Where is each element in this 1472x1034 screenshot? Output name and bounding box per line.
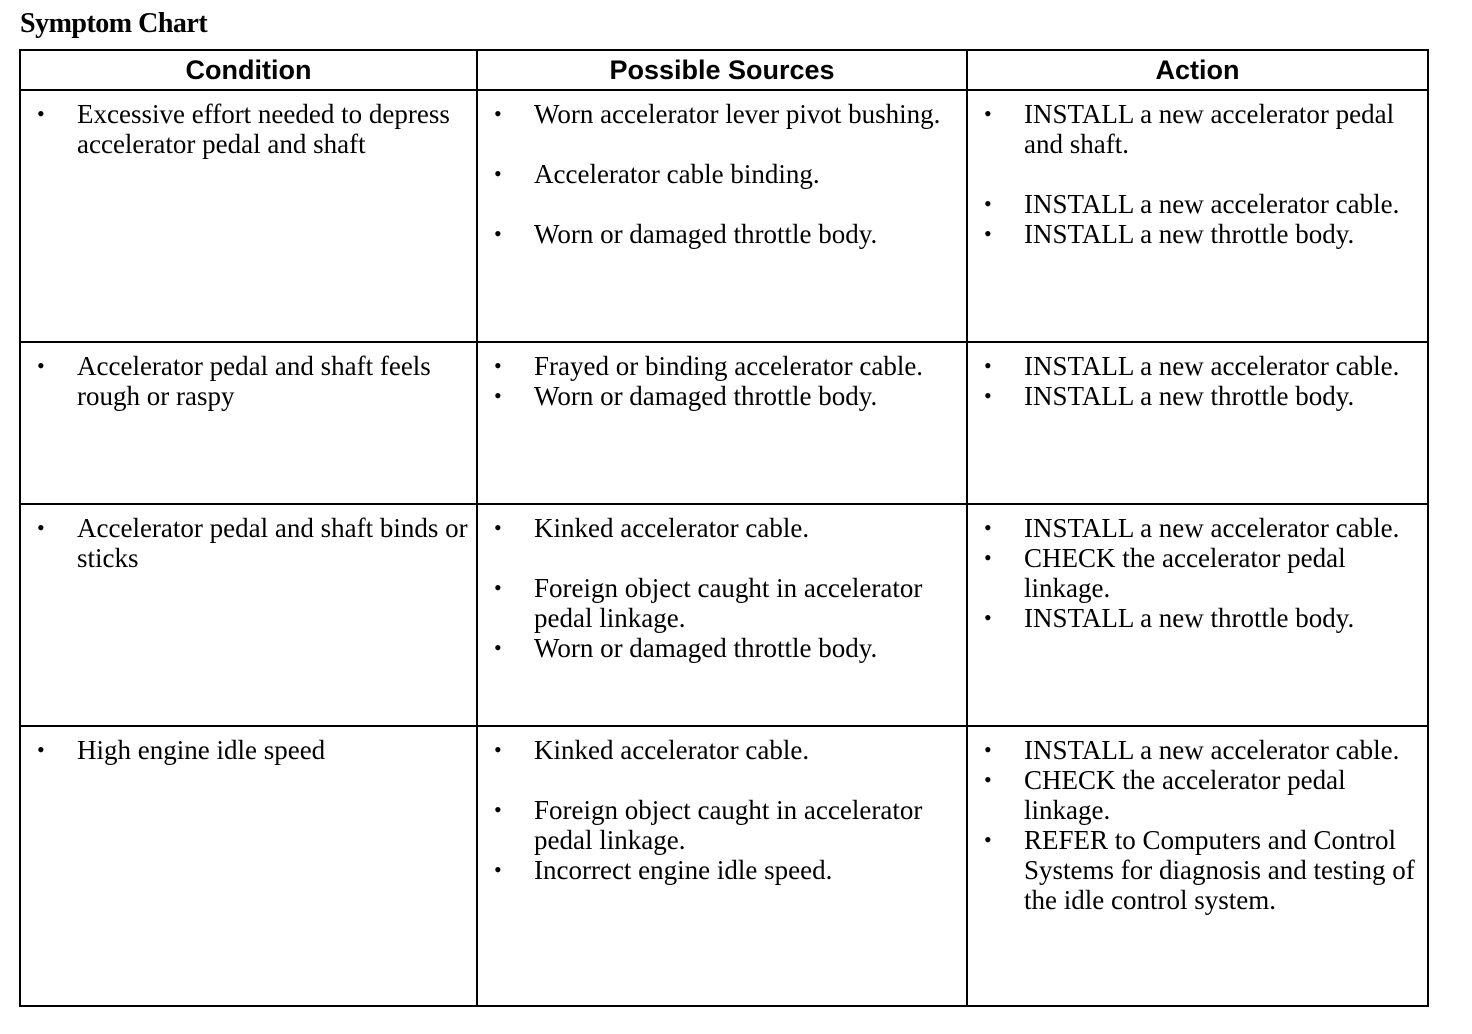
table-header-row (20, 50, 1428, 90)
action-item: • CHECK the accelerator pedal linkage. (968, 543, 1421, 603)
action-item: • INSTALL a new throttle body. (968, 603, 1421, 633)
condition-cell (20, 90, 477, 342)
table-row (20, 90, 1428, 342)
action-item: • INSTALL a new accelerator cable. (968, 189, 1421, 219)
action-cell (967, 342, 1428, 504)
sources-cell (477, 342, 967, 504)
header-possible-sources: Possible Sources (477, 50, 967, 90)
source-item: • Worn or damaged throttle body. (478, 633, 960, 663)
condition-text: • Accelerator pedal and shaft feels rough or raspy (21, 351, 470, 411)
source-item: • Worn accelerator lever pivot bushing. (478, 99, 960, 129)
action-item: • INSTALL a new accelerator cable. (968, 735, 1421, 765)
action-item: • INSTALL a new throttle body. (968, 381, 1421, 411)
source-item: • Incorrect engine idle speed. (478, 855, 960, 885)
action-item: • INSTALL a new throttle body. (968, 219, 1421, 249)
header-action: Action (967, 50, 1428, 90)
sources-cell (477, 726, 967, 1006)
condition-cell (20, 726, 477, 1006)
source-item: • Kinked accelerator cable. (478, 513, 960, 543)
sources-cell (477, 90, 967, 342)
action-item: • REFER to Computers and Control Systems for diagnosis and testing of the idle control system. (968, 825, 1421, 915)
header-condition: Condition (20, 50, 477, 90)
condition-text: • Excessive effort needed to depress accelerator pedal and shaft (21, 99, 470, 159)
condition-cell (20, 504, 477, 726)
source-item: • Foreign object caught in accelerator pedal linkage. (478, 573, 960, 633)
page-title: Symptom Chart (20, 8, 208, 39)
condition-cell (20, 342, 477, 504)
action-item: • INSTALL a new accelerator cable. (968, 351, 1421, 381)
source-item: • Frayed or binding accelerator cable. (478, 351, 960, 381)
source-item: • Accelerator cable binding. (478, 159, 960, 189)
table-row (20, 342, 1428, 504)
source-item: • Worn or damaged throttle body. (478, 381, 960, 411)
action-item: • INSTALL a new accelerator pedal and shaft. (968, 99, 1421, 159)
action-item: • INSTALL a new accelerator cable. (968, 513, 1421, 543)
action-cell (967, 504, 1428, 726)
symptom-table (19, 49, 1429, 1007)
action-cell (967, 90, 1428, 342)
source-item: • Kinked accelerator cable. (478, 735, 960, 765)
sources-cell (477, 504, 967, 726)
action-cell (967, 726, 1428, 1006)
source-item: • Foreign object caught in accelerator pedal linkage. (478, 795, 960, 855)
condition-text: • High engine idle speed (21, 735, 470, 765)
condition-text: • Accelerator pedal and shaft binds or sticks (21, 513, 470, 573)
table-row (20, 504, 1428, 726)
action-item: • CHECK the accelerator pedal linkage. (968, 765, 1421, 825)
source-item: • Worn or damaged throttle body. (478, 219, 960, 249)
table-row (20, 726, 1428, 1006)
